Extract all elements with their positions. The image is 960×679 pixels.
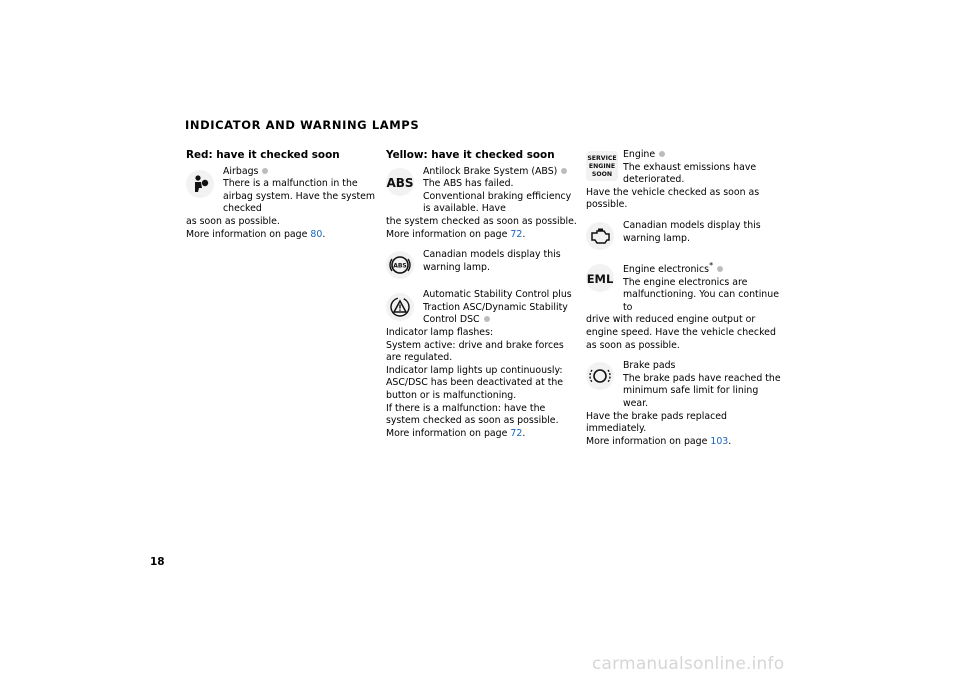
dsc-line-2: System active: drive and brake forces are regulated. xyxy=(386,339,564,364)
abs-more-info xyxy=(386,229,578,242)
period: . xyxy=(728,435,732,447)
dsc-line-5: If there is a malfunction: have the system checked as soon as possible. xyxy=(386,402,559,427)
icon-text-1: SERVICE xyxy=(587,155,617,162)
service-engine-soon-icon xyxy=(586,151,618,181)
status-dot-icon xyxy=(659,151,665,157)
engine-title: Engine xyxy=(623,149,656,160)
brake-pads-title: Brake pads xyxy=(623,360,676,372)
svg-text:ABS: ABS xyxy=(393,262,407,270)
abs-desc: The ABS has failed. Conventional braking efficiency is available. Have xyxy=(423,178,572,215)
engine-outline-icon xyxy=(586,222,614,250)
abs-title: Antilock Brake System (ABS) xyxy=(423,165,558,177)
period: . xyxy=(522,427,526,439)
more-info-text: More information on page xyxy=(586,435,711,447)
eml-title: Engine electronics xyxy=(623,263,710,275)
period: . xyxy=(322,228,326,240)
brake-pads-desc-cont: Have the brake pads replaced immediately. xyxy=(586,410,727,435)
watermark: carmanualsonline.info xyxy=(592,654,785,674)
abs-page-link[interactable]: 72 xyxy=(510,228,523,240)
airbag-icon xyxy=(186,170,214,198)
page-number: 18 xyxy=(150,556,165,568)
more-info-text: More information on page xyxy=(386,427,511,439)
status-dot-icon xyxy=(262,168,268,174)
section-header: INDICATOR AND WARNING LAMPS xyxy=(185,118,420,132)
engine-entry xyxy=(586,149,781,212)
abs-desc-cont: the system checked as soon as possible. xyxy=(386,215,577,227)
status-dot-icon xyxy=(717,266,723,272)
eml-icon-text: EML xyxy=(586,271,614,286)
eml-icon xyxy=(586,264,614,292)
dsc-entry xyxy=(386,289,578,440)
abs-icon xyxy=(386,168,414,196)
more-info-text: More information on page xyxy=(386,228,511,240)
icon-text-3: SOON xyxy=(591,171,613,178)
column-right xyxy=(586,149,781,456)
engine-desc-cont: Have the vehicle checked as soon as possible. xyxy=(586,186,760,211)
dsc-warning-icon xyxy=(386,293,414,321)
dsc-more-info xyxy=(386,428,578,441)
abs-canada-entry xyxy=(386,249,578,281)
dsc-line-4: ASC/DSC has been deactivated at the button or is malfunctioning. xyxy=(386,377,564,401)
eml-desc-cont: drive with reduced engine output or engine speed. Have the vehicle checked as soon as possible. xyxy=(586,314,776,351)
svg-text:ABS: ABS xyxy=(386,175,414,190)
dsc-line-3: Indicator lamp lights up continuously: xyxy=(386,364,563,376)
dsc-title: Automatic Stability Control plus Traction ASC/Dynamic Stability Control DSC xyxy=(423,289,572,326)
airbags-more-info xyxy=(186,229,379,242)
brake-page-link[interactable]: 103 xyxy=(710,435,729,447)
option-star: * xyxy=(709,260,714,270)
airbags-title: Airbags xyxy=(223,165,259,177)
red-section-title: Red: have it checked soon xyxy=(186,149,340,161)
abs-circle-icon xyxy=(386,251,414,279)
eml-entry xyxy=(586,260,781,352)
brake-pads-desc: The brake pads have reached the minimum safe limit for lining wear. xyxy=(623,372,781,409)
abs-entry xyxy=(386,166,578,242)
engine-canada-entry xyxy=(586,220,781,252)
engine-desc: The exhaust emissions have deteriorated. xyxy=(623,161,757,186)
brake-pads-entry xyxy=(586,360,781,448)
airbags-page-link[interactable]: 80 xyxy=(310,228,323,240)
dsc-line-1: Indicator lamp flashes: xyxy=(386,326,494,338)
status-dot-icon xyxy=(561,168,567,174)
engine-canada-text: Canadian models display this warning lamp. xyxy=(623,219,761,244)
status-dot-icon xyxy=(484,316,490,322)
column-yellow xyxy=(386,149,578,448)
brake-more-info xyxy=(586,436,781,449)
column-red xyxy=(186,149,379,249)
airbags-desc: There is a malfunction in the airbag system. Have the system checked xyxy=(223,178,376,215)
abs-canada-text: Canadian models display this warning lamp. xyxy=(423,249,561,273)
icon-text-2: ENGINE xyxy=(588,163,616,170)
airbags-desc-cont: as soon as possible. xyxy=(186,215,280,227)
period: . xyxy=(522,228,526,240)
brake-pads-icon xyxy=(586,362,614,390)
eml-desc: The engine electronics are malfunctioning. You can continue to xyxy=(623,276,779,313)
airbags-entry xyxy=(186,166,379,242)
yellow-section-title: Yellow: have it checked soon xyxy=(386,149,555,161)
more-info-text: More information on page xyxy=(186,228,311,240)
dsc-page-link[interactable]: 72 xyxy=(510,427,523,439)
